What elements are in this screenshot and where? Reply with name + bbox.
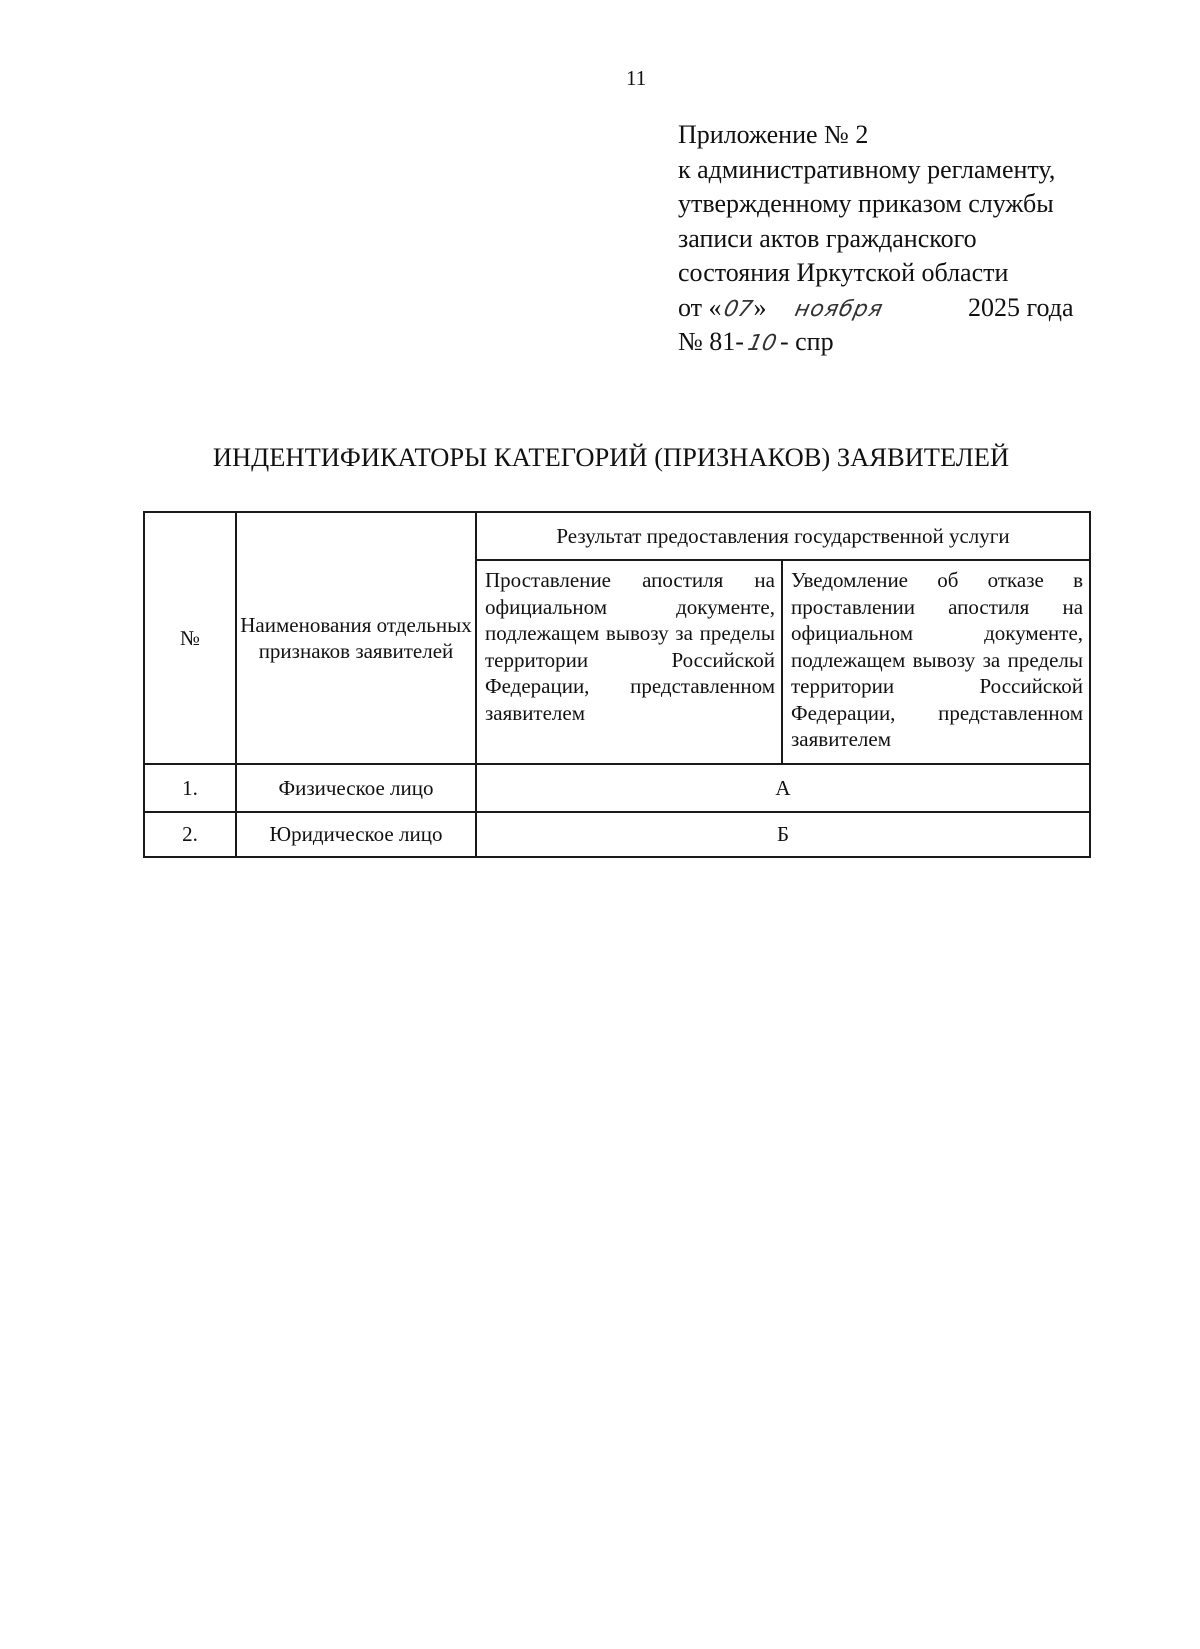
table-row bbox=[144, 764, 1090, 812]
appendix-line: к административному регламенту, bbox=[678, 154, 1056, 184]
appendix-date bbox=[678, 291, 1098, 326]
appendix-line: записи актов гражданского bbox=[678, 223, 977, 253]
appendix-line: утвержденному приказом службы bbox=[678, 189, 1054, 218]
date-prefix: от « bbox=[678, 292, 722, 322]
table-row bbox=[144, 812, 1090, 857]
handwritten-order-number: 10 bbox=[745, 331, 779, 356]
appendix-line: состояния Иркутской области bbox=[678, 258, 1009, 287]
date-year: 2025 года bbox=[968, 292, 1074, 322]
row-code: А bbox=[476, 764, 1090, 812]
row-name: Физическое лицо bbox=[236, 764, 476, 812]
document-title: ИНДЕНТИФИКАТОРЫ КАТЕГОРИЙ (ПРИЗНАКОВ) ЗАЯВИТЕЛЕЙ bbox=[212, 442, 1010, 472]
order-prefix: № 81- bbox=[678, 327, 744, 356]
row-number: 2. bbox=[144, 812, 236, 857]
page-number: 11 bbox=[626, 66, 647, 90]
header-result-apostille: Проставление апостиля на официальном документе, подлежащем вывозу за пределы территории Российской Федерации, представленном заявителем bbox=[476, 560, 782, 764]
header-result-refusal: Уведомление об отказе в проставлении апостиля на официальном документе, подлежащем вывозу за пределы территории Российской Федерации, представленном заявителем bbox=[782, 560, 1090, 764]
row-number: 1. bbox=[144, 764, 236, 812]
header-name: Наименования отдельных признаков заявителей bbox=[236, 512, 476, 764]
row-name: Юридическое лицо bbox=[236, 812, 476, 857]
identifiers-table bbox=[143, 511, 1091, 858]
header-number: № bbox=[144, 512, 236, 764]
header-result: Результат предоставления государственной услуги bbox=[476, 512, 1090, 560]
order-suffix: - спр bbox=[779, 327, 834, 356]
handwritten-day: 07 bbox=[721, 296, 755, 322]
table-header-row bbox=[144, 512, 1090, 560]
handwritten-month: ноября bbox=[792, 296, 886, 322]
row-code: Б bbox=[476, 812, 1090, 857]
date-suffix: » bbox=[753, 292, 767, 322]
appendix-title: Приложение № 2 bbox=[678, 120, 869, 149]
appendix-block bbox=[678, 118, 1098, 362]
order-number bbox=[678, 325, 1098, 362]
